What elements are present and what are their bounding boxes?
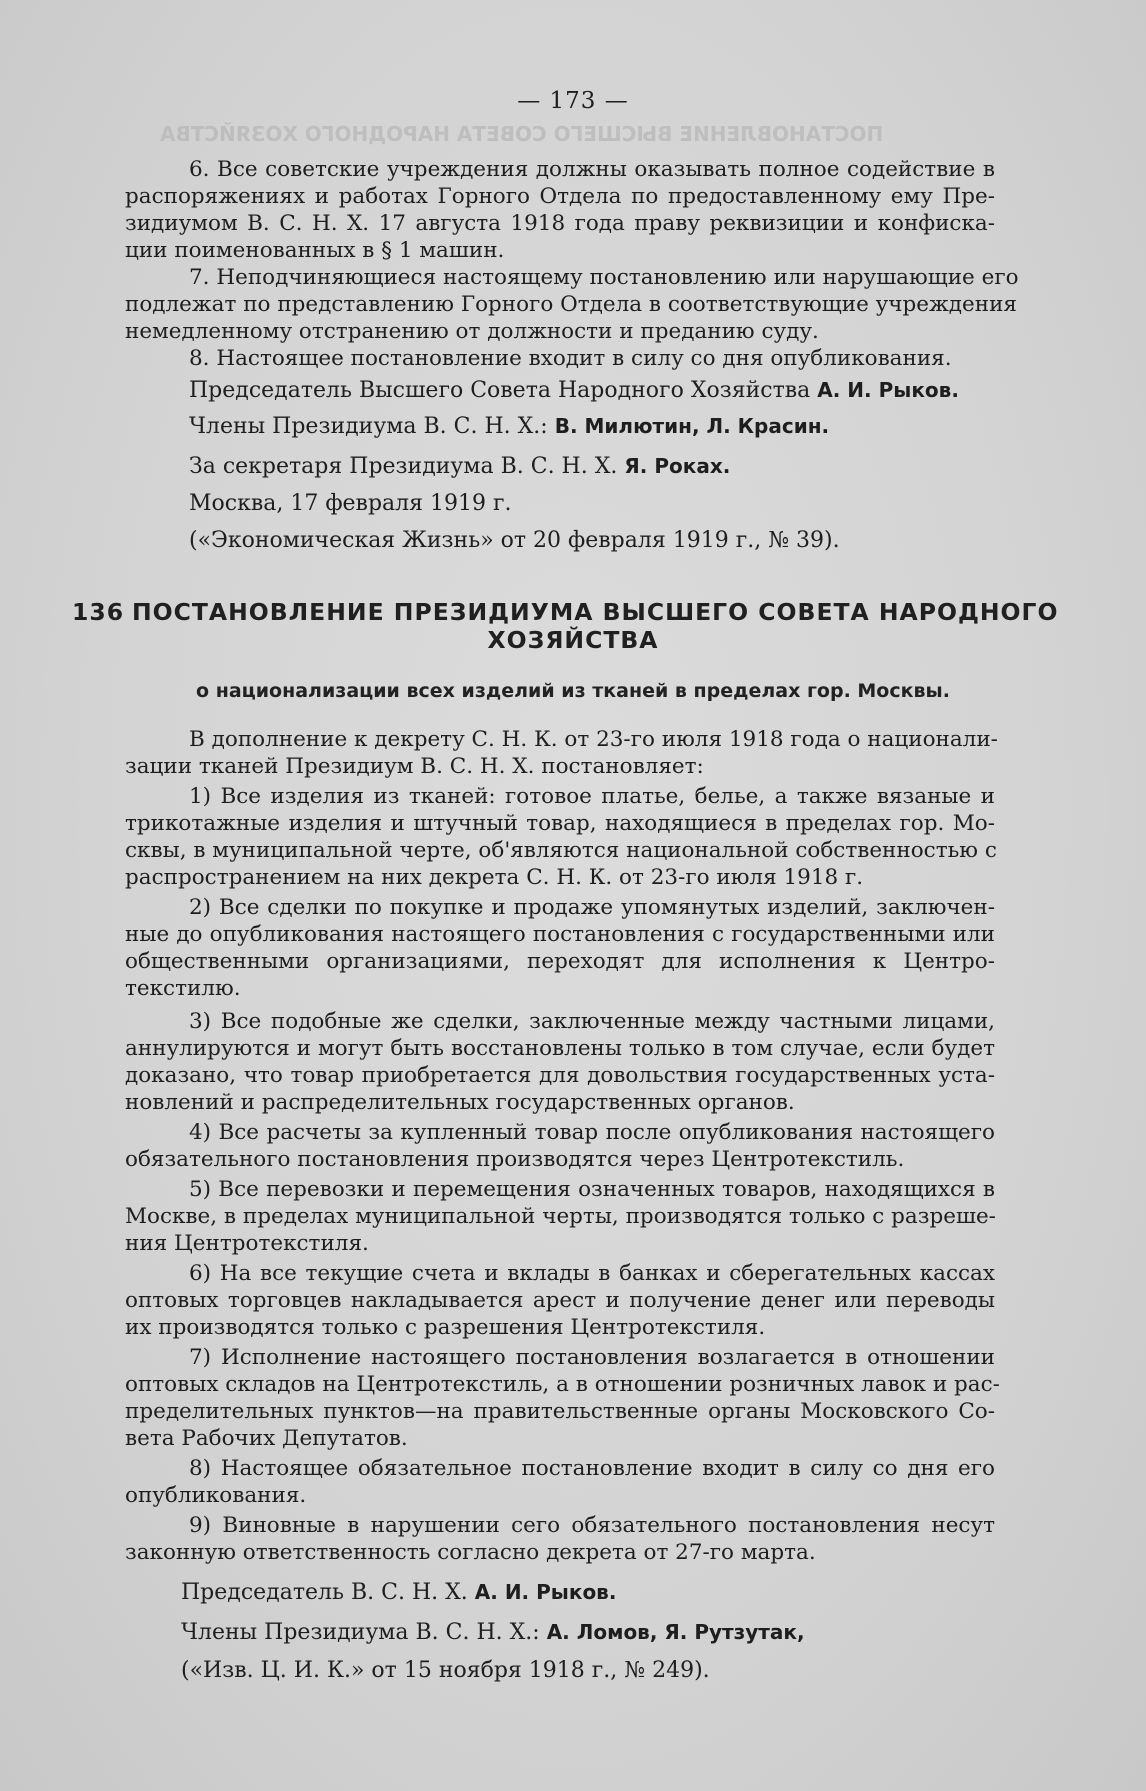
paragraph-line: трикотажные изделия и штучный товар, находящиеся в пределах гор. Мо- (125, 811, 995, 836)
source-citation: («Изв. Ц. И. К.» от 15 ноября 1918 г., № 249). (181, 1658, 710, 1683)
place-date: Москва, 17 февраля 1919 г. (189, 491, 512, 516)
chairman-title: Председатель В. С. Н. Х. (181, 1580, 468, 1605)
paragraph-line: вета Рабочих Депутатов. (125, 1426, 408, 1451)
paragraph-line: 7. Неподчиняющиеся настоящему постановлению или нарушающие его (189, 265, 1019, 290)
paragraph-line: пределительных пунктов—на правительственные органы Московского Со- (125, 1399, 995, 1424)
paragraph-line: их производятся только с разрешения Центротекстиля. (125, 1315, 766, 1340)
members-signature (189, 414, 829, 439)
paragraph-line: ные до опубликования настоящего постановления с государственными или (125, 922, 995, 947)
paragraph-line: распространением на них декрета С. Н. К. от 23-го июля 1918 г. (125, 865, 864, 890)
paragraph-line: опубликования. (125, 1483, 307, 1508)
paragraph-line: 7) Исполнение настоящего постановления возлагается в отношении (189, 1345, 995, 1370)
chairman-name: А. И. Рыков. (474, 1580, 617, 1604)
paragraph-line: зации тканей Президиум В. С. Н. Х. постановляет: (125, 754, 704, 779)
paragraph-line: текстилю. (125, 976, 241, 1001)
chairman-signature (181, 1580, 616, 1605)
paragraph-line: аннулируются и могут быть восстановлены только в том случае, если будет (125, 1036, 995, 1061)
paragraph-line: обязательного постановления производятся через Центротекстиль. (125, 1147, 905, 1172)
paragraph-line: 3) Все подобные же сделки, заключенные между частными лицами, (189, 1009, 995, 1034)
resolution-number: 136 (72, 598, 125, 626)
paragraph-line: новлений и распределительных государственных органов. (125, 1090, 795, 1115)
paragraph-line: зидиумом В. С. Н. Х. 17 августа 1918 года праву реквизиции и конфиска- (125, 211, 995, 236)
chairman-signature (189, 378, 959, 403)
members-names: А. Ломов, Я. Рутзутак, (546, 1620, 805, 1644)
paragraph-line: 6) На все текущие счета и вклады в банках и сберегательных кассах (189, 1261, 995, 1286)
members-title: Члены Президиума В. С. Н. Х.: (189, 414, 548, 439)
paragraph-line: общественными организациями, переходят для исполнения к Центро- (125, 949, 995, 974)
paragraph-line: 8) Настоящее обязательное постановление входит в силу со дня его (189, 1456, 995, 1481)
paragraph-line: Москве, в пределах муниципальной черты, производятся только с разреше- (125, 1204, 996, 1229)
members-signature (181, 1620, 805, 1645)
paragraph-line: 2) Все сделки по покупке и продаже упомянутых изделий, заключен- (189, 895, 995, 920)
paragraph-line: немедленному отстранению от должности и преданию суду. (125, 319, 819, 344)
paragraph-line: 6. Все советские учреждения должны оказывать полное содействие в (189, 157, 995, 182)
paragraph-line: доказано, что товар приобретается для довольствия государственных уста- (125, 1063, 995, 1088)
paragraph-line: 8. Настоящее постановление входит в силу со дня опубликования. (189, 346, 952, 371)
paragraph-line: ния Центротекстиля. (125, 1231, 369, 1256)
chairman-title: Председатель Высшего Совета Народного Хозяйства (189, 378, 811, 403)
paragraph-line: 1) Все изделия из тканей: готовое платье, белье, а также вязаные и (189, 784, 995, 809)
paragraph-line: сквы, в муниципальной черте, об'являются национальной собственностью с (125, 838, 997, 863)
paragraph-line: подлежат по представлению Горного Отдела в соответствующие учреждения (125, 292, 1017, 317)
paragraph-line: ции поименованных в § 1 машин. (125, 238, 505, 263)
chairman-name: А. И. Рыков. (817, 378, 959, 402)
heading-line-2: ХОЗЯЙСТВА (487, 626, 659, 654)
members-names: В. Милютин, Л. Красин. (554, 414, 830, 438)
secretary-title: За секретаря Президиума В. С. Н. Х. (189, 454, 618, 479)
paragraph-line: законную ответственность согласно декрета от 27-го марта. (125, 1540, 816, 1565)
secretary-name: Я. Роках. (624, 454, 731, 478)
members-title: Члены Президиума В. С. Н. Х.: (181, 1620, 540, 1645)
secretary-signature (189, 454, 730, 479)
paragraph-line: оптовых складов на Центротекстиль, а в отношении розничных лавок и рас- (125, 1372, 1000, 1397)
heading-line-1: ПОСТАНОВЛЕНИЕ ПРЕЗИДИУМА ВЫСШЕГО СОВЕТА НАРОДНОГО (132, 598, 1059, 626)
paragraph-line: распоряжениях и работах Горного Отдела по предоставленному ему Пре- (125, 184, 995, 209)
paragraph-line: 4) Все расчеты за купленный товар после опубликования настоящего (189, 1120, 995, 1145)
paragraph-line: 5) Все перевозки и перемещения означенных товаров, находящихся в (189, 1177, 995, 1202)
bleed-through-text: ПОСТАНОВЛЕНИЕ ВЫСШЕГО СОВЕТА НАРОДНОГО ХОЗЯЙСТВА (160, 122, 884, 146)
paragraph-line: 9) Виновные в нарушении сего обязательного постановления несут (189, 1513, 995, 1538)
resolution-subtitle: о национализации всех изделий из тканей в пределах гор. Москвы. (196, 680, 950, 702)
page-number: — 173 — (517, 88, 629, 114)
paragraph-line: оптовых торговцев накладывается арест и получение денег или переводы (125, 1288, 995, 1313)
source-citation: («Экономическая Жизнь» от 20 февраля 1919 г., № 39). (189, 528, 840, 553)
paragraph-line: В дополнение к декрету С. Н. К. от 23-го июля 1918 года о национали- (189, 727, 998, 752)
